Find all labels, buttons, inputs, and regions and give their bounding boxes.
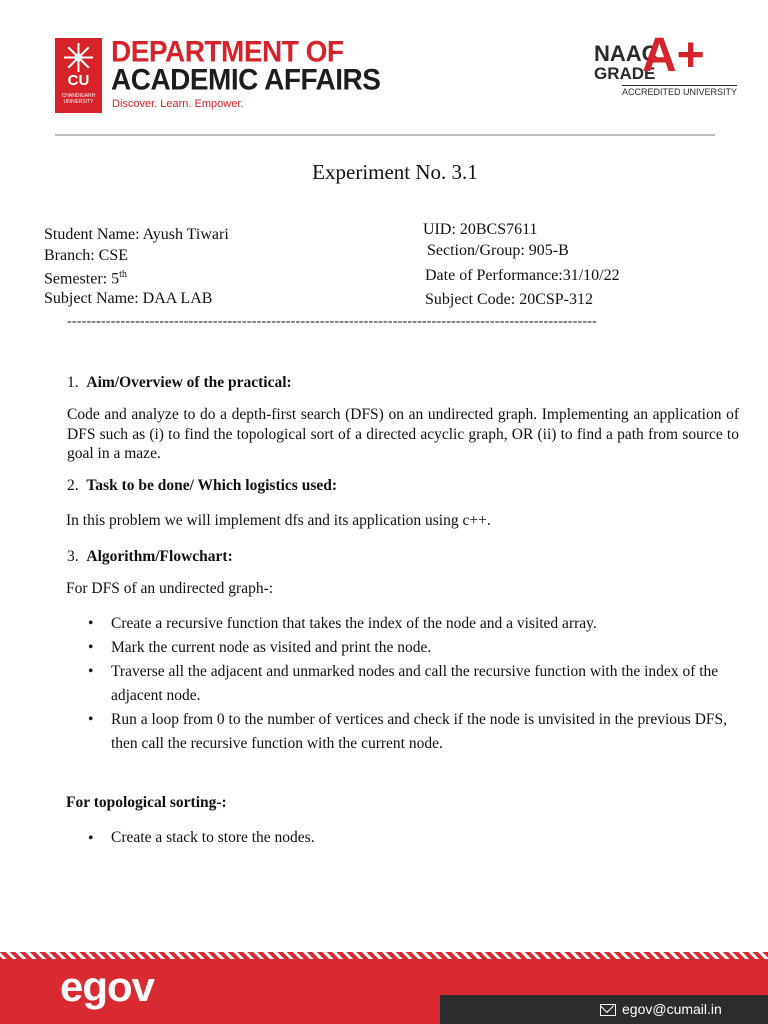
section-1-body: Code and analyze to do a depth-first search (DFS) on an undirected graph. Implementing an application of DFS such as (i) to find the topological sort of a directed acyclic graph, OR (ii) to find a path from source to goal in a maze. <box>67 406 739 462</box>
section-3-heading <box>67 548 233 566</box>
section-3-title: Algorithm/Flowchart: <box>86 548 233 565</box>
section-1-heading <box>67 374 292 392</box>
experiment-title: Experiment No. 3.1 <box>312 160 478 184</box>
section-2-heading <box>67 477 337 495</box>
university-emblem-icon <box>63 42 94 73</box>
grade-label: GRADE <box>594 64 656 83</box>
branch: Branch: CSE <box>44 247 128 264</box>
logo-cu-text: CU <box>67 72 90 89</box>
cu-logo <box>55 38 102 113</box>
list-item: Traverse all the adjacent and unmarked nodes and call the recursive function with the index of the adjacent node. <box>111 663 719 704</box>
bullet-marker: • <box>88 639 94 656</box>
egov-logo: egov <box>60 963 155 1010</box>
section-3-intro: For DFS of an undirected graph-: <box>66 580 274 597</box>
uid: UID: 20BCS7611 <box>423 221 538 238</box>
mail-icon <box>600 1004 616 1016</box>
section-2-title: Task to be done/ Which logistics used: <box>86 477 338 494</box>
bullet-marker: • <box>88 830 94 847</box>
date-of-performance: Date of Performance:31/10/22 <box>425 267 620 284</box>
topological-title: For topological sorting-: <box>66 794 227 811</box>
list-item: Create a recursive function that takes the index of the node and a visited array. <box>111 615 597 632</box>
separator-line: ------------------------------------------------------------------------------------------------------------- <box>67 314 597 329</box>
section-2-number: 2. <box>67 477 79 494</box>
accredited-label: ACCREDITED UNIVERSITY <box>622 87 738 97</box>
logo-university-text: CHANDIGARH UNIVERSITY <box>61 93 96 105</box>
section-1-number: 1. <box>67 374 79 391</box>
bullet-marker: • <box>88 615 94 632</box>
list-item: Mark the current node as visited and print the node. <box>111 639 432 656</box>
section-1-title: Aim/Overview of the practical: <box>86 374 292 391</box>
subject-name: Subject Name: DAA LAB <box>44 290 213 307</box>
list-item: Run a loop from 0 to the number of vertices and check if the node is unvisited in the previous DFS, then call the recursive function with the current node. <box>111 711 728 752</box>
section-3-number: 3. <box>67 548 79 565</box>
department-title-line1: DEPARTMENT OF <box>111 35 344 68</box>
footer-email: egov@cumail.in <box>622 1001 722 1017</box>
semester-value: Semester: 5 <box>44 270 120 288</box>
student-name: Student Name: Ayush Tiwari <box>44 226 229 243</box>
topological-heading <box>66 794 227 812</box>
semester-superscript: th <box>119 269 127 280</box>
bullet-marker: • <box>88 663 94 680</box>
list-item: Create a stack to store the nodes. <box>111 829 315 846</box>
tagline: Discover. Learn. Empower. <box>112 98 244 110</box>
subject-code: Subject Code: 20CSP-312 <box>425 291 594 308</box>
naac-label: NAAC <box>594 41 658 66</box>
department-title-line2: ACADEMIC AFFAIRS <box>111 63 381 96</box>
bullet-marker: • <box>88 711 94 728</box>
section-2-body: In this problem we will implement dfs and its application using c++. <box>66 512 491 529</box>
section-group: Section/Group: 905-B <box>427 242 569 259</box>
header-divider <box>55 134 715 136</box>
grade-value: A+ <box>642 29 705 82</box>
semester <box>44 269 127 288</box>
